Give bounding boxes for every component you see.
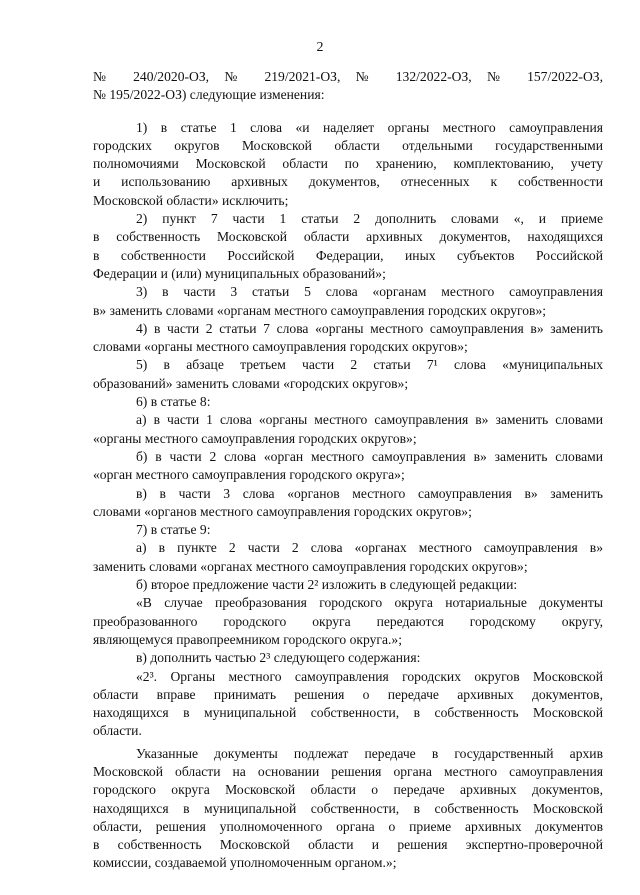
text-line: 2) пункт 7 части 1 статьи 2 дополнить словами «, и приеме bbox=[136, 211, 603, 227]
text-line: в собственности Российской Федерации, иных субъектов Российской bbox=[93, 247, 603, 263]
text-line: 7) в статье 9: bbox=[136, 522, 211, 538]
text-line: области, решения уполномоченного органа о приеме архивных документов bbox=[93, 818, 603, 834]
text-line: полномочиями Московской области по хранению, комплектованию, учету bbox=[93, 156, 603, 172]
text-line: городских округов Московской области отдельными государственными bbox=[93, 137, 603, 153]
page-number: 2 bbox=[316, 40, 324, 55]
text-line: словами «органов местного самоуправления городских округов»; bbox=[93, 503, 472, 519]
text-line: б) в части 2 слова «орган местного самоуправления в» заменить словами bbox=[136, 448, 603, 464]
text-line: «В случае преобразования городского округа нотариальные документы bbox=[136, 595, 603, 611]
text-line: городского округа Московской области о передаче архивных документов, bbox=[93, 782, 603, 798]
text-line: Московской области» исключить; bbox=[93, 192, 289, 208]
text-line: в» заменить словами «органам местного самоуправления городских округов»; bbox=[93, 302, 547, 318]
text-line: 3) в части 3 статьи 5 слова «органам местного самоуправления bbox=[136, 284, 603, 300]
text-line: в) дополнить частью 2³ следующего содержания: bbox=[136, 650, 421, 666]
text-line: Московской области на основании решения органа местного самоуправления bbox=[93, 763, 603, 779]
text-line: области. bbox=[93, 723, 142, 739]
text-line: находящихся в муниципальной собственности, в собственность Московской bbox=[93, 800, 603, 816]
text-line: а) в пункте 2 части 2 слова «органах местного самоуправления в» bbox=[136, 540, 603, 556]
text-line: в собственность Московской области и решения экспертно-проверочной bbox=[93, 837, 603, 853]
text-line: в собственность Московской области архивных документов, находящихся bbox=[93, 229, 603, 245]
text-line: словами «органы местного самоуправления городских округов»; bbox=[93, 339, 468, 355]
text-line: «органы местного самоуправления городских округов»; bbox=[93, 430, 417, 446]
text-line: являющемуся правопреемником городского округа.»; bbox=[93, 631, 402, 647]
text-line: «2³. Органы местного самоуправления городских округов Московской bbox=[136, 668, 603, 684]
text-line: 5) в абзаце третьем части 2 статьи 7¹ слова «муниципальных bbox=[136, 357, 603, 373]
text-line: в) в части 3 слова «органов местного самоуправления в» заменить bbox=[136, 485, 603, 501]
text-line: б) второе предложение части 2² изложить в следующей редакции: bbox=[136, 577, 518, 593]
text-line: № 240/2020-ОЗ, № 219/2021-ОЗ, № 132/2022-ОЗ, № 157/2022-ОЗ, bbox=[93, 69, 603, 84]
text-line: области вправе принимать решения о передаче архивных документов, bbox=[93, 686, 603, 702]
text-line: и использованию архивных документов, отнесенных к собственности bbox=[93, 174, 603, 190]
text-line: находящихся в муниципальной собственности, в собственность Московской bbox=[93, 705, 603, 721]
text-line: образований» заменить словами «городских округов»; bbox=[93, 375, 409, 391]
document-body bbox=[93, 68, 603, 873]
text-line: 1) в статье 1 слова «и наделяет органы местного самоуправления bbox=[136, 119, 603, 135]
text-line: 4) в части 2 статьи 7 слова «органы местного самоуправления в» заменить bbox=[136, 320, 603, 336]
text-line: 6) в статье 8: bbox=[136, 394, 211, 410]
text-line: заменить словами «органах местного самоуправления городских округов»; bbox=[93, 558, 528, 574]
text-line: «орган местного самоуправления городского округа»; bbox=[93, 467, 405, 483]
text-line: а) в части 1 слова «органы местного самоуправления в» заменить словами bbox=[136, 412, 603, 428]
text-line: преобразованного городского округа передаются городскому округу, bbox=[93, 613, 603, 629]
text-line: комиссии, создаваемой уполномоченным органом.»; bbox=[93, 855, 397, 871]
text-line: № 195/2022-ОЗ) следующие изменения: bbox=[93, 87, 325, 103]
text-line: Указанные документы подлежат передаче в государственный архив bbox=[136, 745, 603, 761]
text-line: Федерации и (или) муниципальных образований»; bbox=[93, 265, 386, 281]
